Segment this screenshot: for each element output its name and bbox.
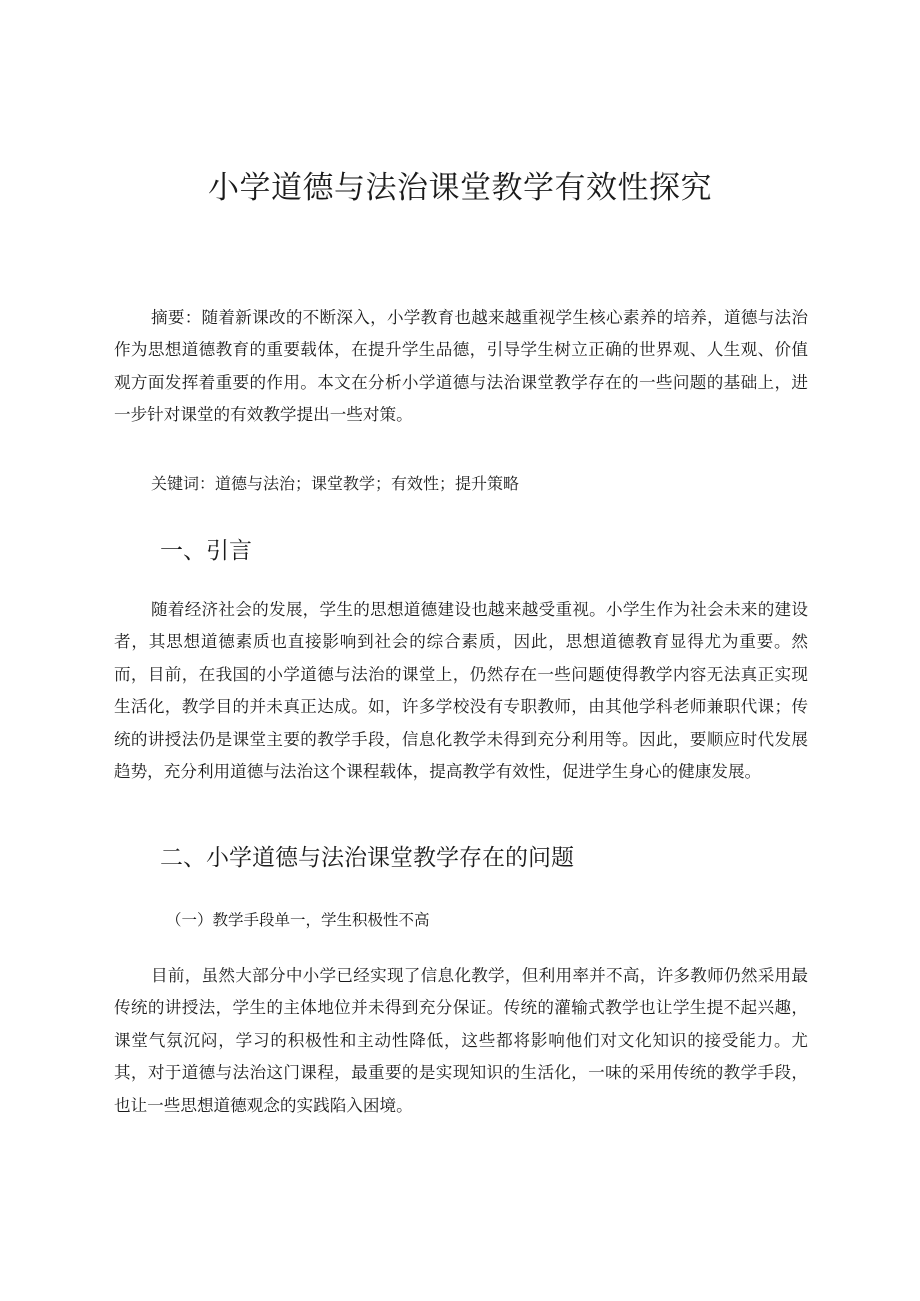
abstract-paragraph: 摘要：随着新课改的不断深入，小学教育也越来越重视学生核心素养的培养，道德与法治作为思想道德教育的重要载体，在提升学生品德，引导学生树立正确的世界观、人生观、价值观方面发挥着重要的作用。本文在分析小学道德与法治课堂教学存在的一些问题的基础上，进一步针对课堂的有效教学提出一些对策。 [114, 308, 808, 425]
keywords-line: 关键词：道德与法治；课堂教学；有效性；提升策略 [151, 474, 520, 493]
document-title: 小学道德与法治课堂教学有效性探究 [208, 170, 712, 206]
subsection-heading-teaching-methods: （一）教学手段单一，学生积极性不高 [166, 911, 430, 929]
teaching-methods-paragraph: 目前，虽然大部分中小学已经实现了信息化教学，但利用率并不高，许多教师仍然采用最传统的讲授法，学生的主体地位并未得到充分保证。传统的灌输式教学也让学生提不起兴趣，课堂气氛沉闷，学习的积极性和主动性降低，这些都将影响他们对文化知识的接受能力。尤其，对于道德与法治这门课程，最重要的是实现知识的生活化，一味的采用传统的教学手段，也让一些思想道德观念的实践陷入困境。 [114, 966, 808, 1115]
section-heading-problems: 二、小学道德与法治课堂教学存在的问题 [160, 845, 574, 871]
section-heading-introduction: 一、引言 [160, 538, 252, 564]
introduction-paragraph: 随着经济社会的发展，学生的思想道德建设也越来越受重视。小学生作为社会未来的建设者，其思想道德素质也直接影响到社会的综合素质，因此，思想道德教育显得尤为重要。然而，目前，在我国的小学道德与法治的课堂上，仍然存在一些问题使得教学内容无法真正实现生活化，教学目的并未真正达成。如，许多学校没有专职教师，由其他学科老师兼职代课；传统的讲授法仍是课堂主要的教学手段，信息化教学未得到充分利用等。因此，要顺应时代发展趋势，充分利用道德与法治这个课程载体，提高教学有效性，促进学生身心的健康发展。 [114, 600, 808, 782]
